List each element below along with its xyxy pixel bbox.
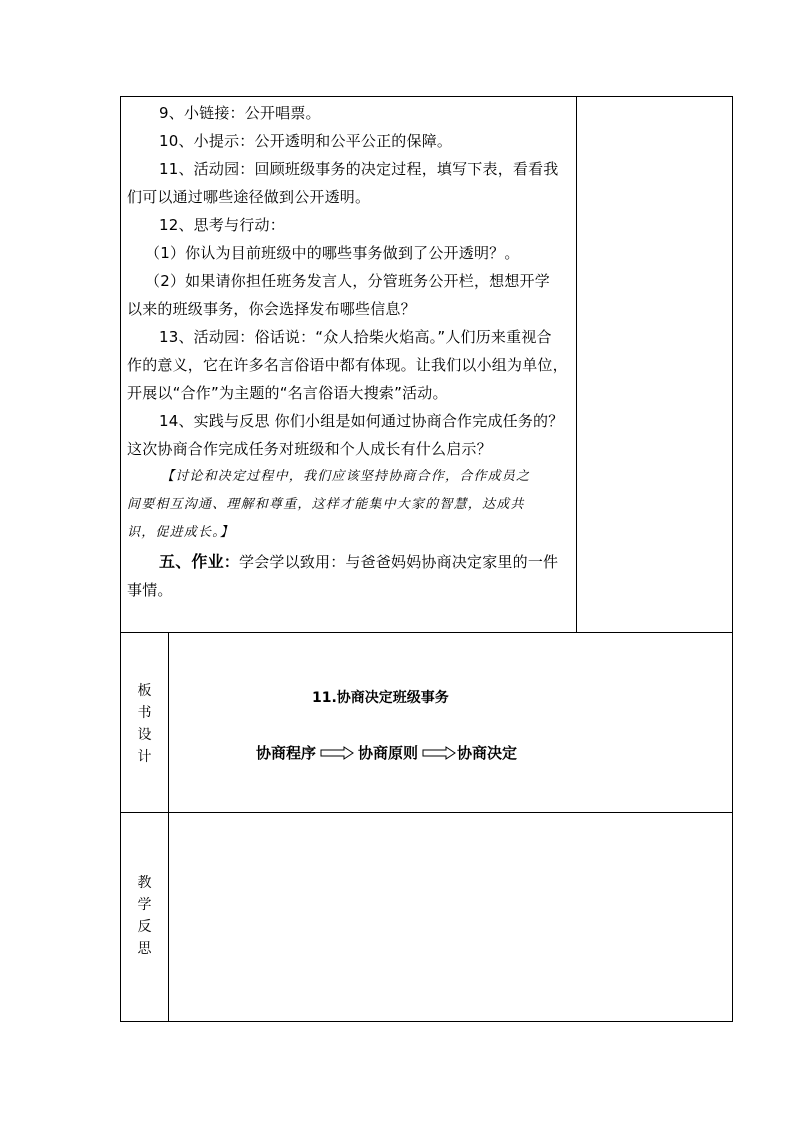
content-line-14-cont: 这次协商合作完成任务对班级和个人成长有什么启示？ (127, 440, 492, 458)
content-line-13: 13、活动园：俗话说：“众人拾柴火焰高。”人们历来重视合 (159, 328, 552, 346)
board-flow (256, 742, 517, 763)
summary-line-3: 识，促进成长。】 (127, 525, 235, 540)
reflection-label (121, 872, 168, 960)
content-line-11-cont: 们可以通过哪些途径做到公开透明。 (127, 188, 371, 206)
double-arrow-right-icon (422, 746, 456, 760)
reflection-label-char: 学 (137, 897, 152, 913)
board-label-char: 计 (137, 749, 152, 765)
summary-line-2: 间要相互沟通、理解和尊重，这样才能集中大家的智慧，达成共 (127, 497, 525, 512)
label-column-divider (168, 632, 169, 1022)
content-line-9: 9、小链接：公开唱票。 (159, 104, 321, 122)
flow-step-decision: 协商决定 (457, 744, 518, 762)
content-section-divider (120, 632, 733, 633)
content-line-12-2: （2）如果请你担任班务发言人，分管班务公开栏，想想开学 (145, 272, 550, 290)
content-line-12: 12、思考与行动： (159, 216, 285, 234)
board-section-divider (120, 812, 733, 813)
summary-line-1: 【讨论和决定过程中，我们应该坚持协商合作，合作成员之 (161, 469, 531, 484)
double-arrow-right-icon (320, 746, 354, 760)
content-line-10: 10、小提示：公开透明和公平公正的保障。 (159, 132, 453, 150)
content-line-13-cont2: 开展以“合作”为主题的“名言俗语大搜索”活动。 (127, 384, 448, 402)
reflection-content (180, 825, 720, 1005)
board-label-char: 书 (137, 705, 152, 721)
content-line-14: 14、实践与反思 你们小组是如何通过协商合作完成任务的？ (159, 412, 564, 430)
board-label-char: 板 (137, 683, 152, 699)
reflection-label-char: 教 (137, 875, 152, 891)
homework-label: 五、作业 (159, 552, 224, 571)
content-line-11: 11、活动园：回顾班级事务的决定过程，填写下表，看看我 (159, 160, 559, 178)
content-line-12-2-cont: 以来的班级事务，你会选择发布哪些信息？ (127, 300, 416, 318)
board-title: 11.协商决定班级事务 (312, 690, 449, 706)
board-design-label (121, 680, 168, 768)
content-line-12-1: （1）你认为目前班级中的哪些事务做到了公开透明？。 (145, 244, 520, 262)
homework-colon: ： (223, 553, 240, 571)
homework-line (127, 548, 604, 576)
flow-step-principle: 协商原则 (358, 744, 419, 762)
flow-step-procedure: 协商程序 (256, 744, 317, 762)
homework-text: 学会学以致用：与爸爸妈妈协商决定家里的一件 (239, 553, 559, 571)
homework-line-cont: 事情。 (127, 581, 173, 599)
reflection-label-char: 反 (137, 919, 152, 935)
reflection-label-char: 思 (137, 941, 152, 957)
board-label-char: 设 (137, 727, 152, 743)
content-line-13-cont: 作的意义，它在许多名言俗语中都有体现。让我们以小组为单位， (127, 356, 568, 374)
